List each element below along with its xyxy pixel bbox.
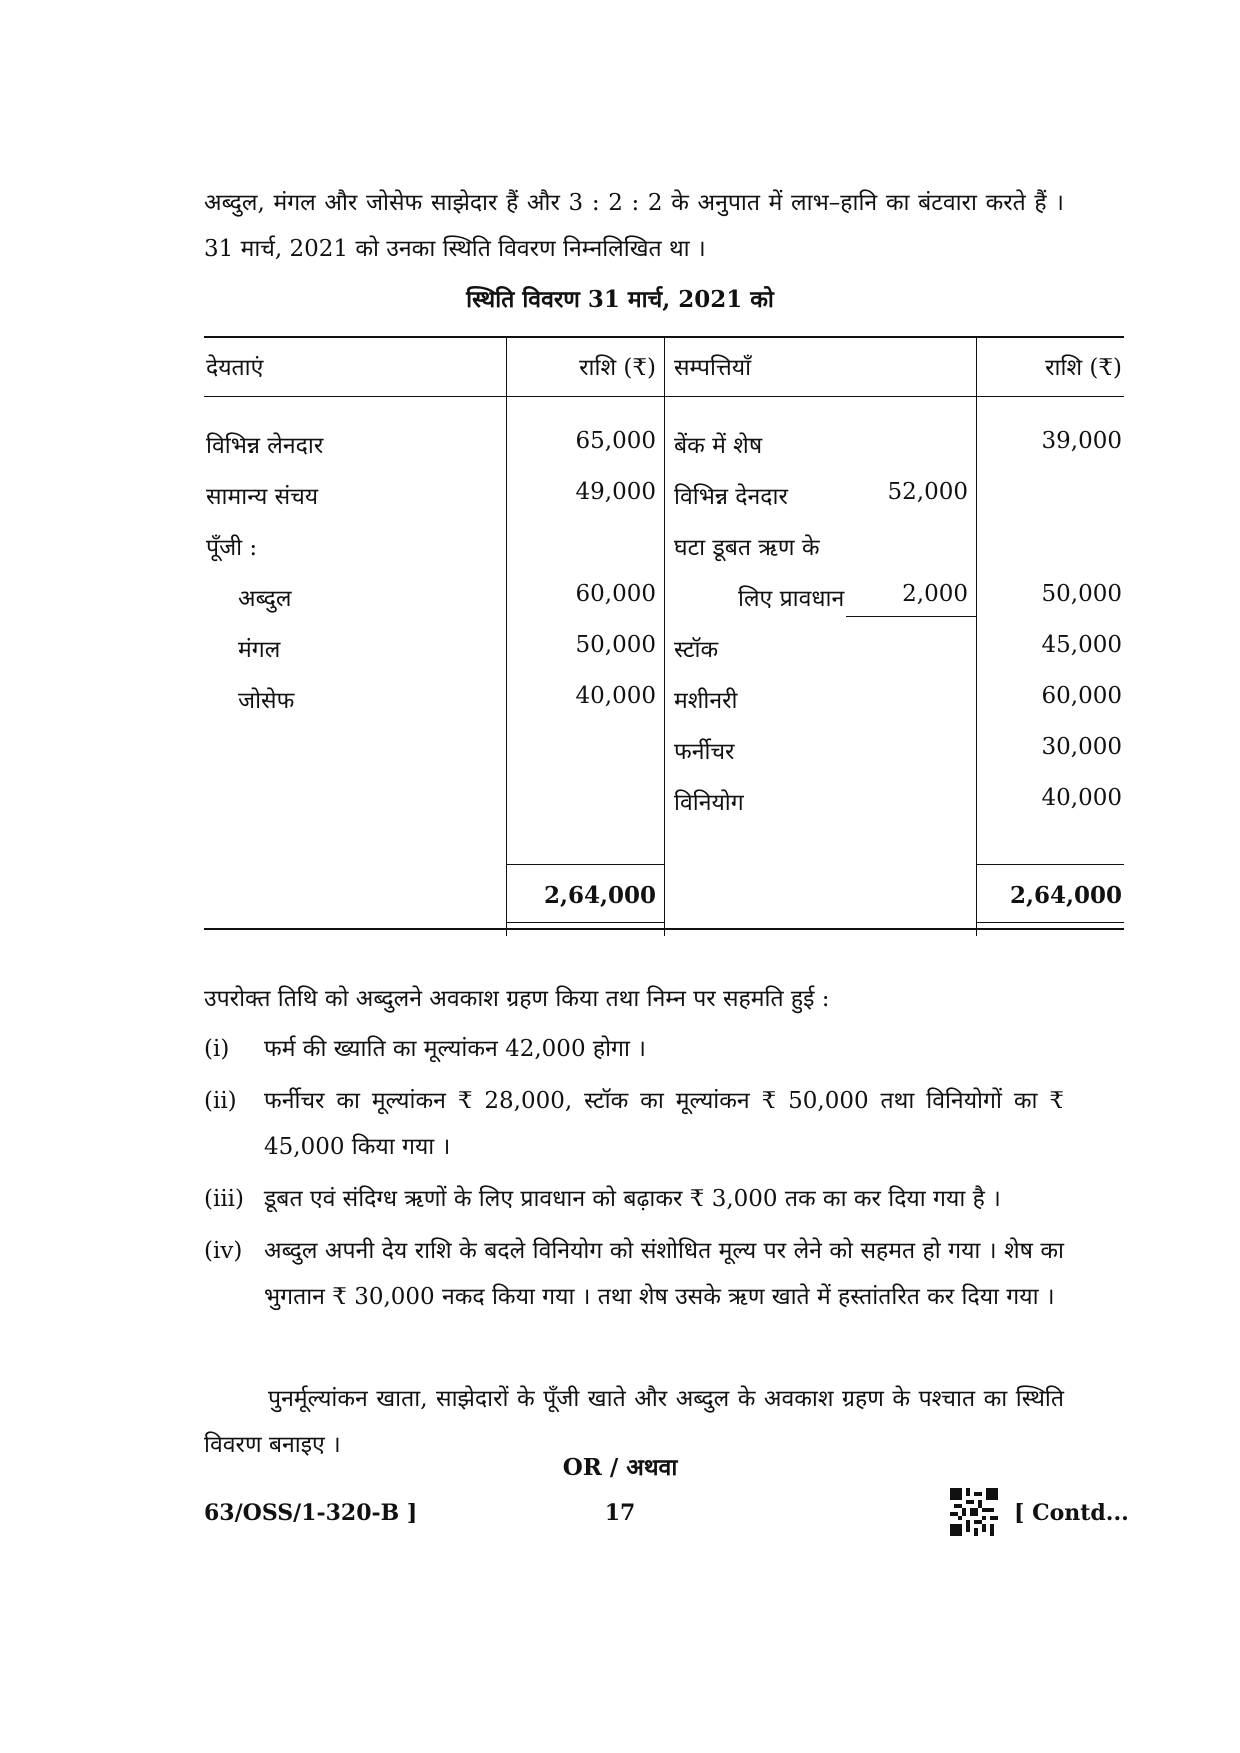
asset-inner-amount: 2,000	[902, 581, 968, 607]
asset-label: घटा डूबत ऋण के	[674, 535, 820, 561]
asset-amount: 30,000	[1041, 734, 1122, 760]
total-right: 2,64,000	[1009, 882, 1122, 909]
asset-label: लिए प्रावधान	[738, 586, 845, 612]
liability-amount: 49,000	[575, 479, 656, 505]
page-number: 17	[604, 1500, 636, 1526]
instruction-paragraph: पुनर्मूल्यांकन खाता, साझेदारों के पूँजी खाते और अब्दुल के अवकाश ग्रहण के पश्चात का स्थिति विवरण बनाइए ।	[204, 1386, 1064, 1458]
item-number: (ii)	[204, 1088, 237, 1114]
item-text: अब्दुल अपनी देय राशि के बदले विनियोग को संशोधित मूल्य पर लेने को सहमत हो गया । शेष का भुगतान ₹ 30,000 नकद किया गया । तथा शेष उसके ऋण खाते में हस्तांतरित कर दिया गया ।	[264, 1238, 1064, 1310]
item-number: (i)	[204, 1036, 230, 1062]
agreement-intro: उपरोक्त तिथि को अब्दुलने अवकाश ग्रहण किया तथा निम्न पर सहमति हुई :	[204, 986, 830, 1012]
asset-amount: 45,000	[1041, 632, 1122, 658]
liability-amount: 40,000	[575, 683, 656, 709]
liability-label: सामान्य संचय	[206, 484, 319, 510]
total-double-right	[976, 922, 1124, 923]
item-number: (iv)	[204, 1238, 243, 1264]
asset-amount: 39,000	[1041, 428, 1122, 454]
liability-label: जोसेफ	[238, 688, 295, 714]
item-text: फर्नीचर का मूल्यांकन ₹ 28,000, स्टॉक का मूल्यांकन ₹ 50,000 तथा विनियोगों का ₹ 45,000 किया गया ।	[264, 1088, 1064, 1160]
paper-code: 63/OSS/1-320-B ]	[204, 1500, 418, 1526]
col-divider-1	[506, 336, 507, 936]
balance-sheet-table	[204, 336, 1124, 936]
asset-amount: 40,000	[1041, 785, 1122, 811]
total-line-right	[976, 864, 1124, 865]
asset-inner-amount: 52,000	[887, 479, 968, 505]
asset-label: मशीनरी	[674, 688, 738, 714]
item-text: फर्म की ख्याति का मूल्यांकन 42,000 होगा ।	[264, 1036, 646, 1062]
col-divider-2	[664, 336, 665, 936]
header-liabilities: देयताएं	[206, 355, 264, 381]
liability-amount: 60,000	[575, 581, 656, 607]
asset-amount: 50,000	[1041, 581, 1122, 607]
header-amount-right: राशि (₹)	[1045, 355, 1122, 381]
total-left: 2,64,000	[543, 882, 656, 909]
asset-label: विनियोग	[674, 790, 744, 816]
table-title: स्थिति विवरण 31 मार्च, 2021 को	[466, 286, 774, 313]
item-number: (iii)	[204, 1186, 245, 1212]
or-separator: OR / अथवा	[562, 1454, 678, 1481]
liability-amount: 65,000	[575, 428, 656, 454]
liability-amount: 50,000	[575, 632, 656, 658]
header-amount-left: राशि (₹)	[579, 355, 656, 381]
total-double-left	[506, 922, 664, 923]
intro-paragraph: अब्दुल, मंगल और जोसेफ साझेदार हैं और 3 : 2 : 2 के अनुपात में लाभ–हानि का बंटवारा करते हैं । 31 मार्च, 2021 को उनका स्थिति विवरण निम्नलिखित था ।	[204, 190, 1064, 262]
continued-label: [ Contd...	[1014, 1500, 1129, 1526]
liability-label: मंगल	[238, 637, 281, 663]
asset-label: बेंक में शेष	[674, 433, 763, 459]
liability-label: अब्दुल	[238, 586, 292, 612]
liability-label: पूँजी :	[206, 535, 258, 561]
item-text: डूबत एवं संदिग्ध ऋणों के लिए प्रावधान को बढ़ाकर ₹ 3,000 तक का कर दिया गया है ।	[264, 1186, 1001, 1212]
qr-code-icon	[950, 1488, 998, 1536]
table-bottom-border	[204, 928, 1124, 930]
total-line-left	[506, 864, 664, 865]
asset-label: विभिन्न देनदार	[674, 484, 788, 510]
asset-amount: 60,000	[1041, 683, 1122, 709]
header-assets: सम्पत्तियाँ	[674, 355, 752, 381]
col-divider-3	[976, 336, 977, 936]
liability-label: विभिन्न लेनदार	[206, 433, 324, 459]
provision-underline	[846, 616, 976, 617]
asset-label: स्टॉक	[674, 637, 719, 663]
asset-label: फर्नीचर	[674, 739, 735, 765]
